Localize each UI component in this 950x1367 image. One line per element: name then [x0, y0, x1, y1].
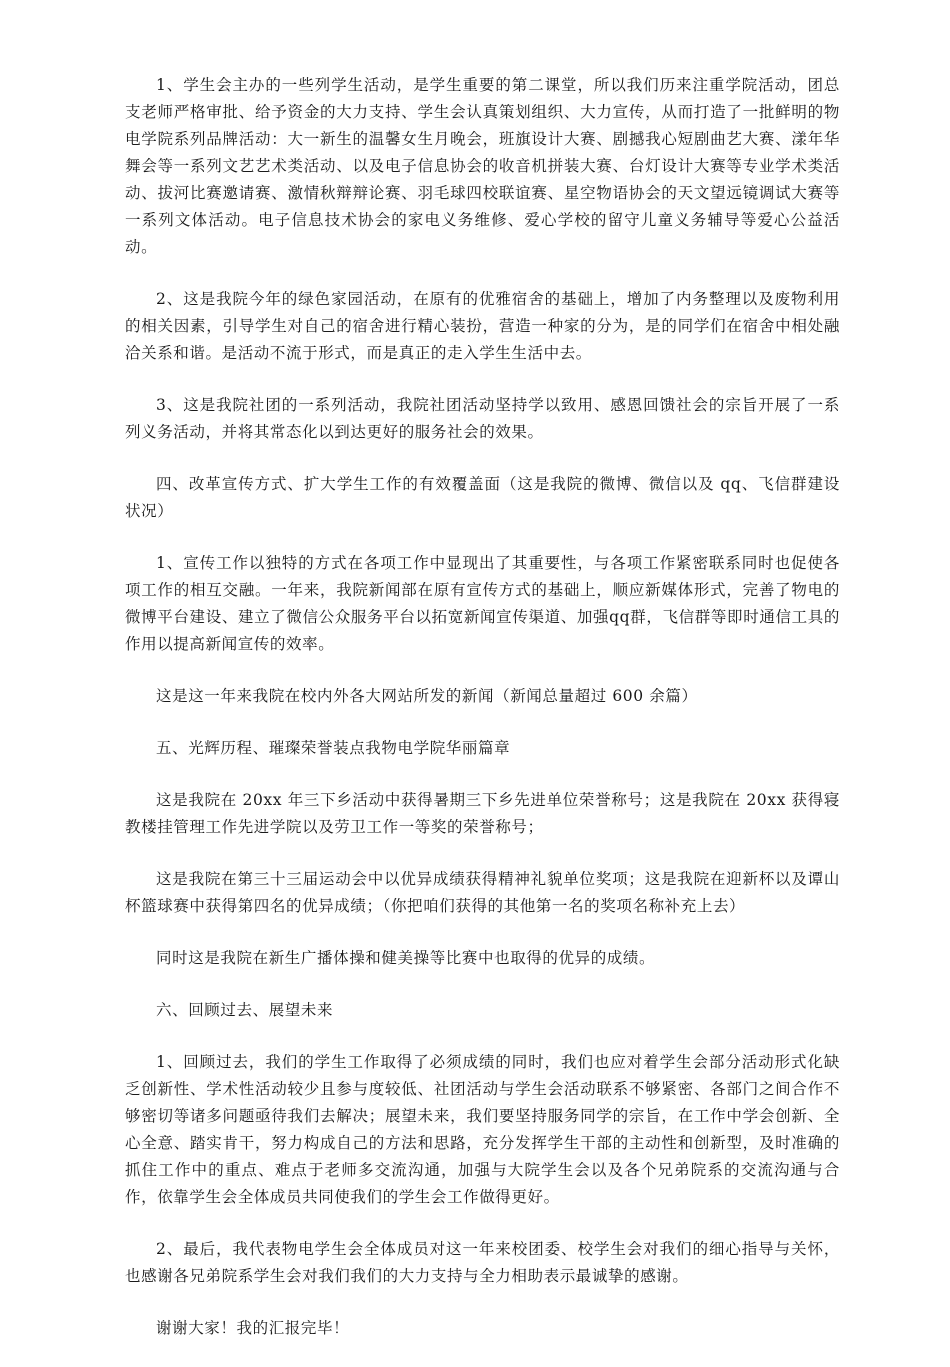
paragraph-thanks: 2、最后，我代表物电学生会全体成员对这一年来校团委、校学生会对我们的细心指导与关怀，也感谢各兄弟院系学生会对我们我们的大力支持与全力相助表示最诚挚的感谢。 [125, 1240, 840, 1285]
paragraph-news-count: 这是这一年来我院在校内外各大网站所发的新闻（新闻总量超过 600 余篇） [156, 687, 698, 705]
paragraph-closing: 谢谢大家！我的汇报完毕！ [156, 1319, 350, 1337]
paragraph-green-home: 2、这是我院今年的绿色家园活动，在原有的优雅宿舍的基础上，增加了内务整理以及废物利用的相关因素，引导学生对自己的宿舍进行精心装扮，营造一种家的分为，是的同学们在宿舍中相处融洽关系和谐。是活动不流于形式，而是真正的走入学生生活中去。 [125, 290, 840, 362]
paragraph-honors-gymnastics: 同时这是我院在新生广播体操和健美操等比赛中也取得的优异的成绩。 [156, 949, 656, 967]
section-heading-honors: 五、光辉历程、璀璨荣誉装点我物电学院华丽篇章 [156, 739, 511, 757]
paragraph-review-future: 1、回顾过去，我们的学生工作取得了必须成绩的同时，我们也应对着学生会部分活动形式化缺乏创新性、学术性活动较少且参与度较低、社团活动与学生会活动联系不够紧密、各部门之间合作不够密切等诸多问题亟待我们去解决；展望未来，我们要坚持服务同学的宗旨，在工作中学会创新、全心全意、踏实肯干，努力构成自己的方法和思路，充分发挥学生干部的主动性和创新型，及时准确的抓住工作中的重点、难点于老师多交流沟通，加强与大院学生会以及各个兄弟院系的交流沟通与合作，依靠学生会全体成员共同使我们的学生会工作做得更好。 [125, 1053, 840, 1206]
paragraph-club-activities: 3、这是我院社团的一系列活动，我院社团活动坚持学以致用、感恩回馈社会的宗旨开展了一系列义务活动，并将其常态化以到达更好的服务社会的效果。 [125, 396, 840, 441]
paragraph-student-activities: 1、学生会主办的一些列学生活动，是学生重要的第二课堂，所以我们历来注重学院活动，团总支老师严格审批、给予资金的大力支持、学生会认真策划组织、大力宣传，从而打造了一批鲜明的物电学院系列品牌活动：大一新生的温馨女生月晚会，班旗设计大赛、剧撼我心短剧曲艺大赛、漾年华舞会等一系列文艺艺术类活动、以及电子信息协会的收音机拼装大赛、台灯设计大赛等专业学术类活动、拔河比赛邀请赛、激情秋辩辩论赛、羽毛球四校联谊赛、星空物语协会的天文望远镜调试大赛等一系列文体活动。电子信息技术协会的家电义务维修、爱心学校的留守儿童义务辅导等爱心公益活动。 [125, 76, 840, 256]
section-heading-publicity: 四、改革宣传方式、扩大学生工作的有效覆盖面（这是我院的微博、微信以及 qq、飞信群建设状况） [125, 475, 840, 520]
paragraph-publicity-work: 1、宣传工作以独特的方式在各项工作中显现出了其重要性，与各项工作紧密联系同时也促使各项工作的相互交融。一年来，我院新闻部在原有宣传方式的基础上，顺应新媒体形式，完善了物电的微博平台建设、建立了微信公众服务平台以拓宽新闻宣传渠道、加强qq群，飞信群等即时通信工具的作用以提高新闻宣传的效率。 [125, 554, 840, 653]
paragraph-honors-sports: 这是我院在第三十三届运动会中以优异成绩获得精神礼貌单位奖项；这是我院在迎新杯以及谭山杯篮球赛中获得第四名的优异成绩；（你把咱们获得的其他第一名的奖项名称补充上去） [125, 870, 840, 915]
paragraph-honors-summer: 这是我院在 20xx 年三下乡活动中获得暑期三下乡先进单位荣誉称号；这是我院在 20xx 获得寝教楼挂管理工作先进学院以及劳卫工作一等奖的荣誉称号； [125, 791, 840, 836]
document-body [125, 72, 840, 1367]
section-heading-review: 六、回顾过去、展望未来 [156, 1001, 334, 1019]
